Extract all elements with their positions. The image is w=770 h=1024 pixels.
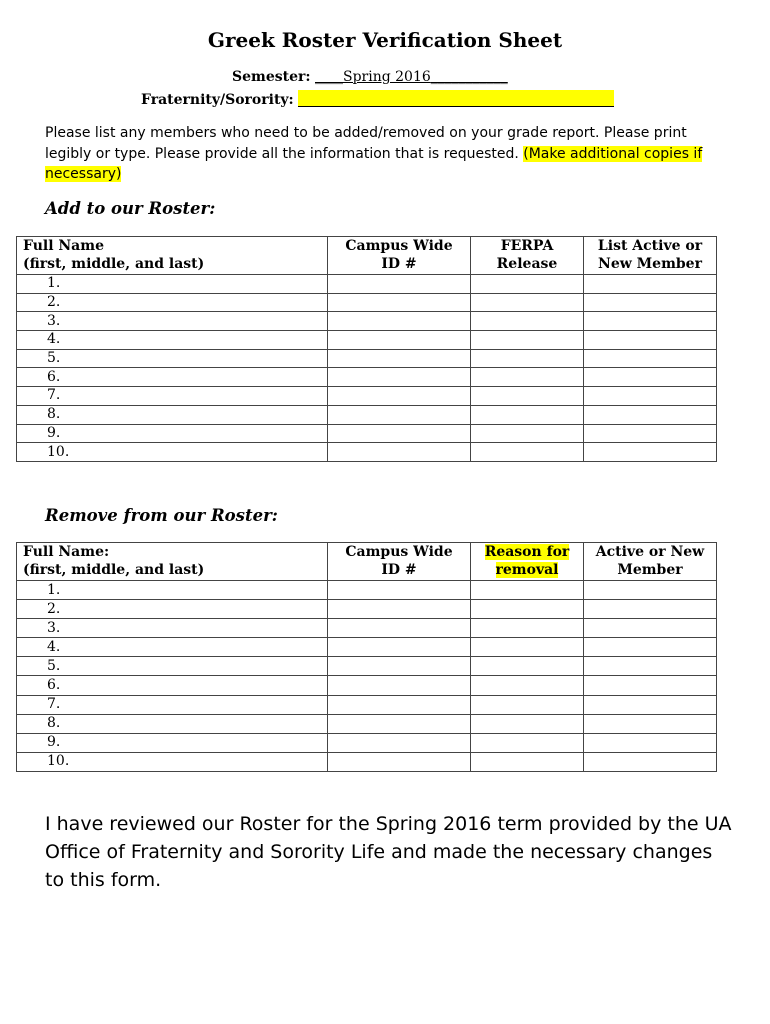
campus-id-cell[interactable]: [328, 368, 471, 387]
column-header-full-name: [17, 543, 328, 581]
third-cell[interactable]: [471, 657, 584, 676]
header-line: Reason for: [484, 544, 570, 560]
semester-suffix: ___________: [430, 69, 508, 85]
table-row: [17, 275, 717, 294]
header-line: Active or New: [595, 544, 705, 560]
third-cell[interactable]: [471, 638, 584, 657]
status-cell[interactable]: [584, 581, 717, 600]
semester-prefix: ____: [315, 69, 343, 85]
campus-id-cell[interactable]: [328, 349, 471, 368]
semester-field[interactable]: [315, 69, 508, 85]
campus-id-cell[interactable]: [328, 657, 471, 676]
table-row: [17, 619, 717, 638]
third-cell[interactable]: [471, 676, 584, 695]
header-line: ID #: [381, 256, 417, 272]
third-cell[interactable]: [471, 695, 584, 714]
header-line: Release: [496, 256, 558, 272]
page-title: Greek Roster Verification Sheet: [207, 28, 563, 52]
campus-id-cell[interactable]: [328, 424, 471, 443]
header-line: (first, middle, and last): [23, 256, 205, 272]
campus-id-cell[interactable]: [328, 676, 471, 695]
header-line: Campus Wide: [345, 544, 453, 560]
table-row: [17, 331, 717, 350]
name-cell[interactable]: 2.: [17, 600, 328, 619]
add-roster-table: [16, 236, 717, 462]
header-line: Campus Wide: [345, 238, 453, 254]
header-line: Full Name:: [23, 544, 110, 560]
status-cell[interactable]: [584, 387, 717, 406]
status-cell[interactable]: [584, 752, 717, 771]
status-cell[interactable]: [584, 695, 717, 714]
table-row: [17, 714, 717, 733]
status-cell[interactable]: [584, 405, 717, 424]
column-header-status: [584, 543, 717, 581]
name-cell[interactable]: 7.: [17, 695, 328, 714]
table-row: [17, 387, 717, 406]
status-cell[interactable]: [584, 638, 717, 657]
table-row: [17, 657, 717, 676]
fraternity-field[interactable]: [298, 90, 614, 107]
campus-id-cell[interactable]: [328, 405, 471, 424]
fraternity-label: Fraternity/Sorority:: [141, 92, 294, 108]
table-row: [17, 695, 717, 714]
name-cell[interactable]: 4.: [17, 331, 328, 350]
campus-id-cell[interactable]: [328, 331, 471, 350]
campus-id-cell[interactable]: [328, 619, 471, 638]
campus-id-cell[interactable]: [328, 714, 471, 733]
table-row: [17, 600, 717, 619]
name-cell[interactable]: 8.: [17, 714, 328, 733]
table-row: [17, 424, 717, 443]
add-roster-heading: Add to our Roster:: [45, 199, 216, 218]
status-cell[interactable]: [584, 600, 717, 619]
campus-id-cell[interactable]: [328, 752, 471, 771]
column-header-status: [584, 237, 717, 275]
table-row: [17, 752, 717, 771]
third-cell[interactable]: [471, 714, 584, 733]
campus-id-cell[interactable]: [328, 275, 471, 294]
campus-id-cell[interactable]: [328, 638, 471, 657]
campus-id-cell[interactable]: [328, 581, 471, 600]
semester-label: Semester:: [232, 69, 311, 85]
campus-id-cell[interactable]: [328, 312, 471, 331]
certification-statement: I have reviewed our Roster for the Spring 2016 term provided by the UA Office of Fraternity and Sorority Life and made the necessary changes to this form.: [45, 813, 732, 891]
status-cell[interactable]: [584, 293, 717, 312]
header-line: removal: [495, 562, 559, 578]
name-cell[interactable]: 9.: [17, 733, 328, 752]
third-cell[interactable]: [471, 368, 584, 387]
third-cell[interactable]: [471, 581, 584, 600]
name-cell[interactable]: 5.: [17, 657, 328, 676]
name-cell[interactable]: 4.: [17, 638, 328, 657]
campus-id-cell[interactable]: [328, 733, 471, 752]
campus-id-cell[interactable]: [328, 600, 471, 619]
table-row: [17, 349, 717, 368]
header-line: ID #: [381, 562, 417, 578]
name-cell[interactable]: 6.: [17, 676, 328, 695]
table-header-row: [17, 543, 717, 581]
header-line: Member: [617, 562, 683, 578]
name-cell[interactable]: 2.: [17, 293, 328, 312]
table-row: [17, 312, 717, 331]
column-header-ferpa: [471, 237, 584, 275]
status-cell[interactable]: [584, 424, 717, 443]
third-cell[interactable]: [471, 349, 584, 368]
name-cell[interactable]: 8.: [17, 405, 328, 424]
status-cell[interactable]: [584, 733, 717, 752]
status-cell[interactable]: [584, 676, 717, 695]
status-cell[interactable]: [584, 331, 717, 350]
name-cell[interactable]: 3.: [17, 312, 328, 331]
name-cell[interactable]: 5.: [17, 349, 328, 368]
column-header-reason: [471, 543, 584, 581]
table-row: [17, 733, 717, 752]
campus-id-cell[interactable]: [328, 293, 471, 312]
remove-roster-table: [16, 542, 717, 772]
table-row: [17, 293, 717, 312]
header-line: New Member: [598, 256, 702, 272]
third-cell[interactable]: [471, 424, 584, 443]
status-cell[interactable]: [584, 368, 717, 387]
table-header-row: [17, 237, 717, 275]
instructions-text: Please list any members who need to be added/removed on your grade report. Please print legibly or type. Please provide all the information that is requested.: [45, 125, 687, 162]
header-line: Full Name: [23, 238, 104, 254]
third-cell[interactable]: [471, 752, 584, 771]
table-row: [17, 443, 717, 462]
name-cell[interactable]: 1.: [17, 581, 328, 600]
status-cell[interactable]: [584, 312, 717, 331]
status-cell[interactable]: [584, 619, 717, 638]
fraternity-line: [141, 90, 614, 108]
name-cell[interactable]: 6.: [17, 368, 328, 387]
remove-roster-heading: Remove from our Roster:: [45, 506, 278, 525]
name-cell[interactable]: 10.: [17, 752, 328, 771]
semester-line: [232, 69, 508, 85]
third-cell[interactable]: [471, 275, 584, 294]
table-row: [17, 581, 717, 600]
table-row: [17, 676, 717, 695]
table-row: [17, 368, 717, 387]
header-line: List Active or: [597, 238, 703, 254]
column-header-campus-id: [328, 543, 471, 581]
table-row: [17, 405, 717, 424]
third-cell[interactable]: [471, 387, 584, 406]
name-cell[interactable]: 7.: [17, 387, 328, 406]
third-cell[interactable]: [471, 619, 584, 638]
name-cell[interactable]: 10.: [17, 443, 328, 462]
semester-value: Spring 2016: [343, 69, 431, 85]
header-line: (first, middle, and last): [23, 562, 205, 578]
third-cell[interactable]: [471, 293, 584, 312]
campus-id-cell[interactable]: [328, 387, 471, 406]
campus-id-cell[interactable]: [328, 695, 471, 714]
third-cell[interactable]: [471, 331, 584, 350]
third-cell[interactable]: [471, 312, 584, 331]
name-cell[interactable]: 1.: [17, 275, 328, 294]
table-row: [17, 638, 717, 657]
status-cell[interactable]: [584, 349, 717, 368]
third-cell[interactable]: [471, 733, 584, 752]
third-cell[interactable]: [471, 405, 584, 424]
status-cell[interactable]: [584, 714, 717, 733]
campus-id-cell[interactable]: [328, 443, 471, 462]
status-cell[interactable]: [584, 443, 717, 462]
instructions: [45, 123, 725, 185]
status-cell[interactable]: [584, 275, 717, 294]
instructions-highlight: (Make additional copies if necessary): [45, 145, 703, 182]
column-header-full-name: [17, 237, 328, 275]
third-cell[interactable]: [471, 443, 584, 462]
name-cell[interactable]: 9.: [17, 424, 328, 443]
name-cell[interactable]: 3.: [17, 619, 328, 638]
header-line: FERPA: [500, 238, 554, 254]
third-cell[interactable]: [471, 600, 584, 619]
status-cell[interactable]: [584, 657, 717, 676]
column-header-campus-id: [328, 237, 471, 275]
